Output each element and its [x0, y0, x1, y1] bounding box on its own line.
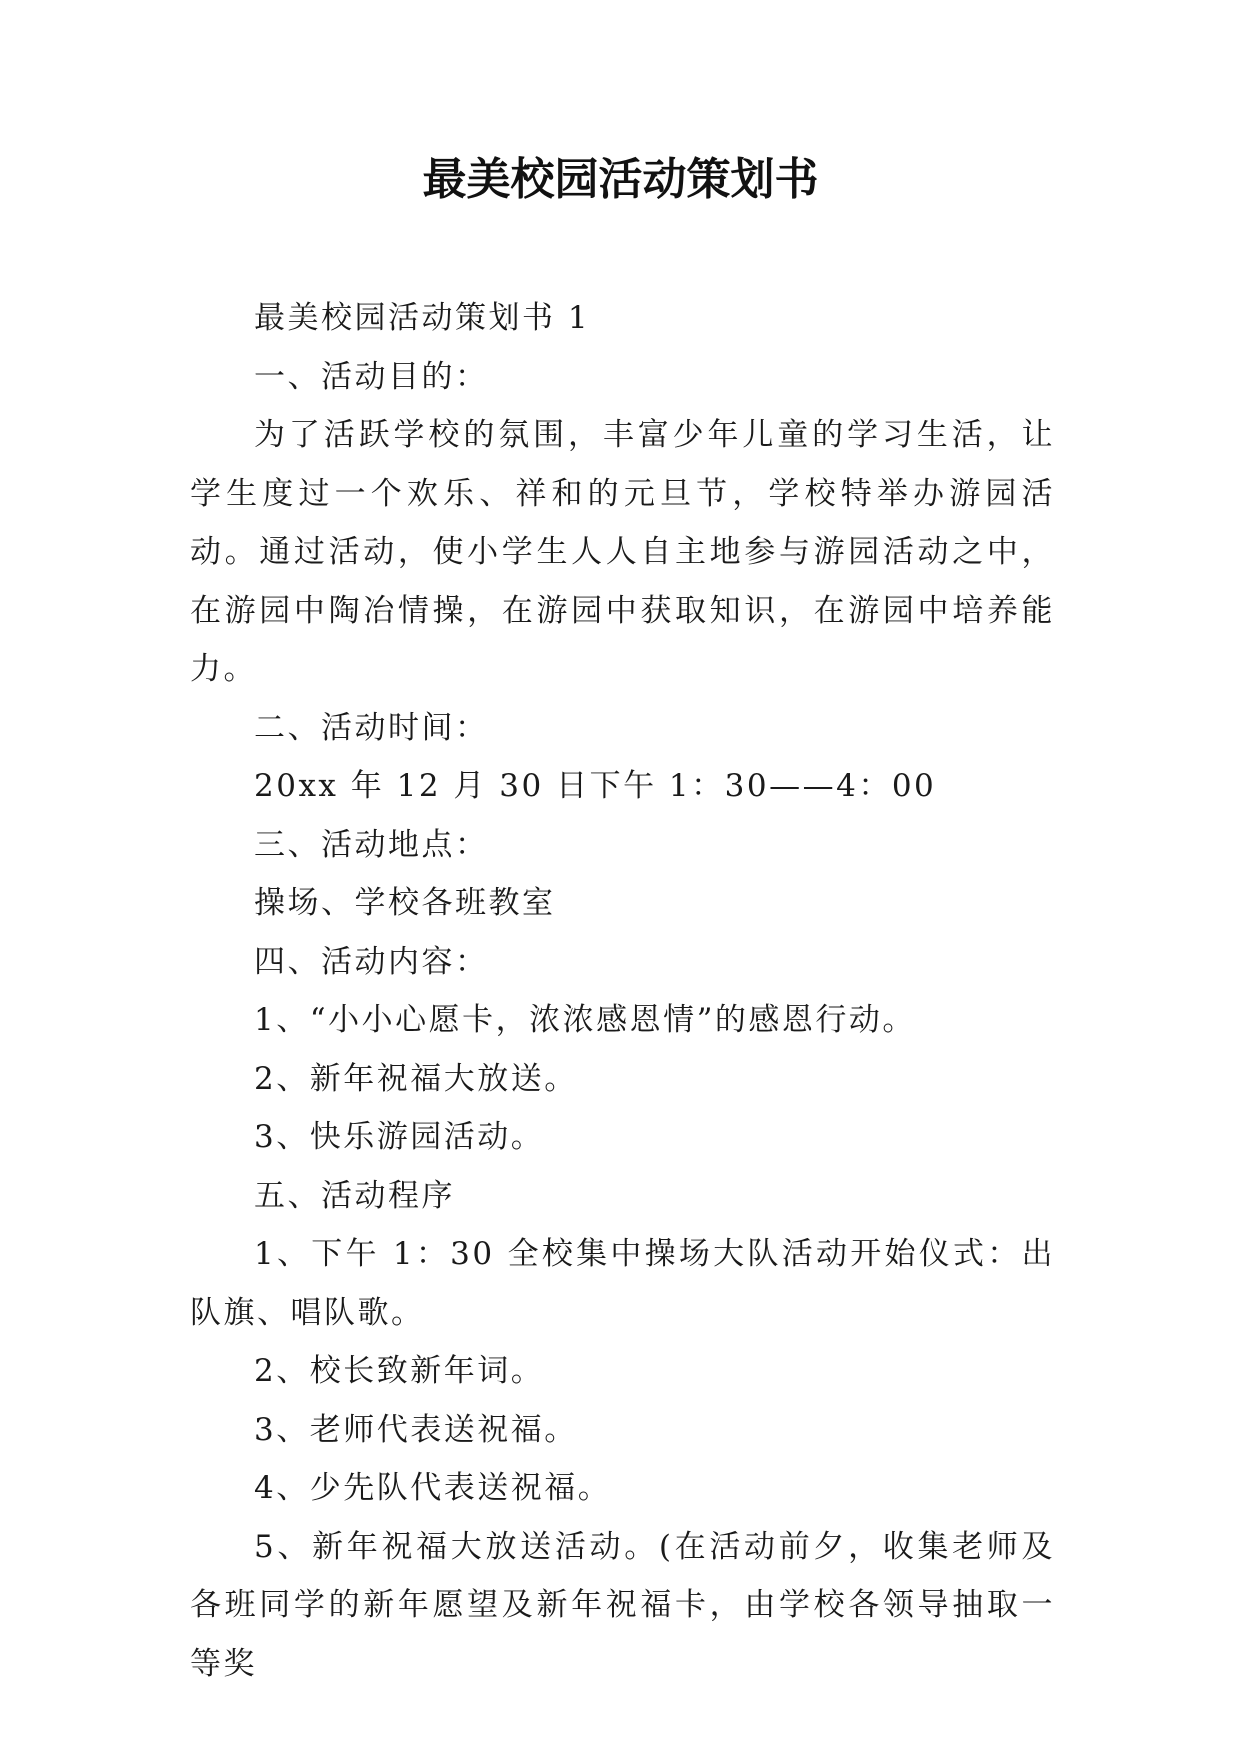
content-item-2: 2、新年祝福大放送。: [254, 1060, 578, 1097]
heading-purpose: 一、活动目的：: [254, 358, 489, 395]
procedure-item-4: 4、少先队代表送祝福。: [254, 1470, 612, 1506]
document-title: 最美校园活动策划书: [422, 154, 819, 205]
heading-procedure: 五、活动程序: [254, 1177, 455, 1214]
paragraph-location: 操场、学校各班教室: [254, 885, 556, 921]
heading-content: 四、活动内容：: [254, 943, 489, 980]
content-item-3: 3、快乐游园活动。: [254, 1119, 545, 1155]
procedure-item-2: 2、校长致新年词。: [254, 1353, 545, 1389]
procedure-item-3: 3、老师代表送祝福。: [254, 1411, 578, 1448]
content-item-1: 1、“小小心愿卡，浓浓感恩情”的感恩行动。: [254, 1002, 916, 1038]
paragraph-subtitle: 最美校园活动策划书 1: [254, 300, 591, 336]
paragraph-time: 20xx 年 12 月 30 日下午 1：30——4：00: [254, 768, 937, 804]
heading-location: 三、活动地点：: [254, 826, 489, 863]
document-body: [190, 289, 1055, 1693]
procedure-item-1: 1、下午 1：30 全校集中操场大队活动开始仪式：出队旗、唱队歌。: [190, 1236, 1055, 1331]
heading-time: 二、活动时间：: [254, 709, 489, 746]
paragraph-purpose: 为了活跃学校的氛围，丰富少年儿童的学习生活，让学生度过一个欢乐、祥和的元旦节，学校特举办游园活动。通过活动，使小学生人人自主地参与游园活动之中，在游园中陶冶情操，在游园中获取知识，在游园中培养能力。: [190, 417, 1055, 687]
procedure-item-5: 5、新年祝福大放送活动。(在活动前夕，收集老师及各班同学的新年愿望及新年祝福卡，由学校各领导抽取一等奖: [190, 1528, 1055, 1682]
